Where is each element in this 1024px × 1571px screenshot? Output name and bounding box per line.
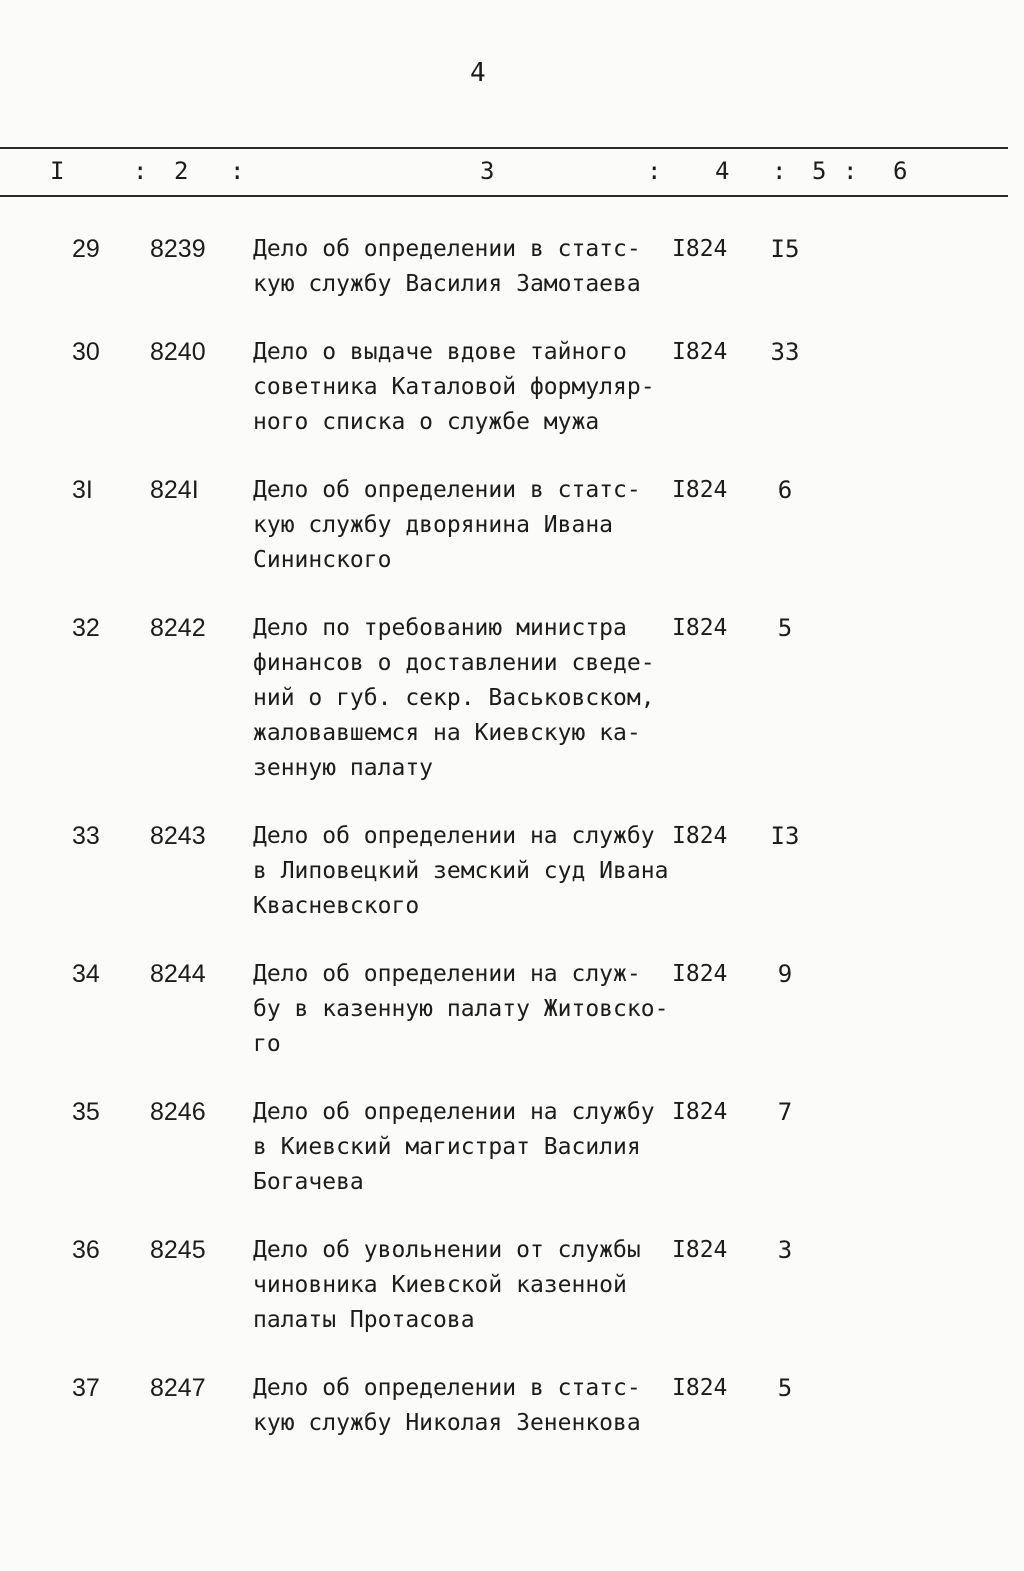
record-title-line: ний о губ. секр. Васьковском,	[253, 685, 655, 711]
record-code: 8245	[150, 1236, 206, 1264]
record-title	[253, 335, 678, 440]
record-year: I824	[672, 236, 728, 262]
record-pages: 5	[777, 614, 793, 642]
record-title-line: Дело об определении в статс-	[253, 477, 641, 503]
record-title-line: Сининского	[253, 547, 392, 573]
record-pages: 9	[777, 960, 793, 988]
record-title-line: советника Каталовой формуляр-	[253, 374, 655, 400]
record-year: I824	[672, 615, 728, 641]
record-year: I824	[672, 339, 728, 365]
table-row	[0, 819, 1024, 924]
record-pages: I3	[770, 822, 800, 850]
header-rule-top	[0, 147, 1008, 149]
record-code: 8243	[150, 822, 206, 850]
record-pages: I5	[770, 235, 800, 263]
header-sep-4: :	[772, 157, 787, 185]
header-sep-3: :	[647, 157, 662, 185]
record-number: 3I	[72, 476, 93, 504]
record-title	[253, 957, 678, 1062]
record-title-line: Дело о выдаче вдове тайного	[253, 339, 627, 365]
header-sep-1: :	[133, 157, 148, 185]
record-title-line: ного списка о службе мужа	[253, 409, 600, 435]
record-title	[253, 1233, 678, 1338]
table-row	[0, 1233, 1024, 1338]
record-code: 8246	[150, 1098, 206, 1126]
record-number: 33	[72, 822, 100, 850]
table-row	[0, 1371, 1024, 1441]
record-title-line: Дело об определении на служ-	[253, 961, 641, 987]
record-year: I824	[672, 477, 728, 503]
record-title-line: кую службу Василия Замотаева	[253, 271, 641, 297]
record-title-line: кую службу Николая Зененкова	[253, 1410, 641, 1436]
record-title-line: бу в казенную палату Житовско-	[253, 996, 669, 1022]
record-title	[253, 1371, 678, 1441]
record-title-line: в Киевский магистрат Василия	[253, 1134, 641, 1160]
record-year: I824	[672, 1099, 728, 1125]
record-pages: 3	[777, 1236, 793, 1264]
record-pages: 33	[770, 338, 800, 366]
record-title	[253, 611, 678, 786]
record-title	[253, 1095, 678, 1200]
table-row	[0, 611, 1024, 786]
record-number: 29	[72, 235, 100, 263]
record-title-line: Дело об увольнении от службы	[253, 1237, 641, 1263]
record-title-line: финансов о доставлении сведе-	[253, 650, 655, 676]
record-code: 8247	[150, 1374, 206, 1402]
table-row	[0, 232, 1024, 302]
record-number: 34	[72, 960, 100, 988]
record-pages: 7	[777, 1098, 793, 1126]
record-title-line: Дело об определении в статс-	[253, 236, 641, 262]
header-col-2: 2	[174, 157, 189, 185]
record-title-line: Дело об определении в статс-	[253, 1375, 641, 1401]
record-title-line: в Липовецкий земский суд Ивана	[253, 858, 669, 884]
record-pages: 6	[777, 476, 793, 504]
record-title-line: Квасневского	[253, 893, 420, 919]
record-number: 35	[72, 1098, 100, 1126]
header-col-1: I	[50, 157, 65, 185]
header-rule-bottom	[0, 195, 1008, 197]
record-title-line: зенную палату	[253, 755, 434, 781]
table-row	[0, 1095, 1024, 1200]
record-number: 32	[72, 614, 100, 642]
record-year: I824	[672, 823, 728, 849]
record-year: I824	[672, 961, 728, 987]
record-code: 824I	[150, 476, 199, 504]
header-sep-5: :	[843, 157, 858, 185]
table-row	[0, 957, 1024, 1062]
record-title-line: жаловавшемся на Киевскую ка-	[253, 720, 641, 746]
record-title-line: Богачева	[253, 1169, 364, 1195]
page-number: 4	[470, 58, 486, 88]
record-code: 8240	[150, 338, 206, 366]
record-code: 8244	[150, 960, 206, 988]
table-row	[0, 335, 1024, 440]
record-year: I824	[672, 1375, 728, 1401]
record-pages: 5	[777, 1374, 793, 1402]
table-row	[0, 473, 1024, 578]
record-list	[0, 232, 1024, 1474]
header-col-4: 4	[715, 157, 730, 185]
header-col-6: 6	[893, 157, 908, 185]
record-title-line: кую службу дворянина Ивана	[253, 512, 614, 538]
record-title-line: чиновника Киевской казенной	[253, 1272, 627, 1298]
header-col-5: 5	[812, 157, 827, 185]
header-sep-2: :	[230, 157, 245, 185]
header-col-3: 3	[480, 157, 495, 185]
record-number: 37	[72, 1374, 100, 1402]
record-number: 36	[72, 1236, 100, 1264]
record-code: 8242	[150, 614, 206, 642]
record-year: I824	[672, 1237, 728, 1263]
record-title-line: Дело по требованию министра	[253, 615, 627, 641]
record-title	[253, 473, 678, 578]
record-title-line: Дело об определении на службу	[253, 1099, 655, 1125]
record-title	[253, 819, 678, 924]
record-number: 30	[72, 338, 100, 366]
record-title-line: палаты Протасова	[253, 1307, 475, 1333]
record-title	[253, 232, 678, 302]
record-code: 8239	[150, 235, 206, 263]
record-title-line: Дело об определении на службу	[253, 823, 655, 849]
record-title-line: го	[253, 1031, 281, 1057]
